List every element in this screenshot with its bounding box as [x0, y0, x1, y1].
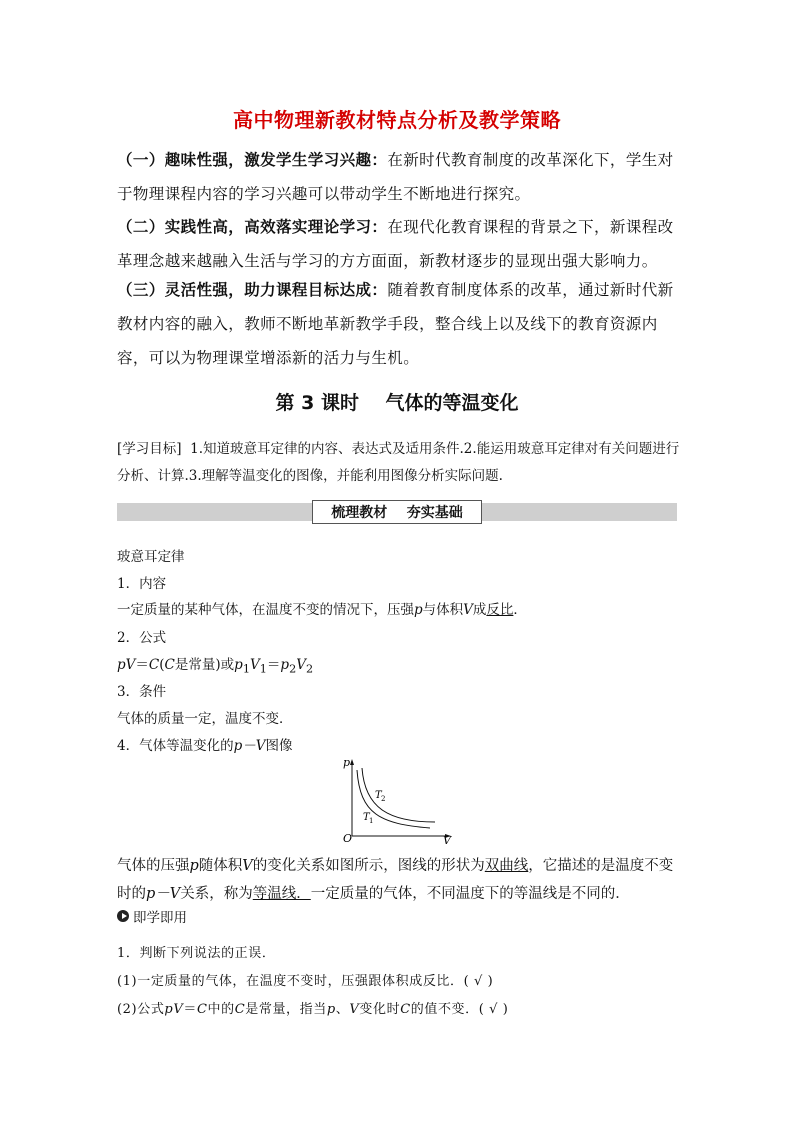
origin-label: O: [343, 832, 353, 845]
question-title: 1．判断下列说法的正误．: [117, 946, 276, 961]
item1-text-c: 成: [472, 602, 487, 618]
q2-f: 是常量，指当: [245, 1002, 327, 1017]
q2-h: 变化时: [359, 1002, 401, 1017]
formula-c2: C: [164, 657, 175, 673]
q2-p: p: [326, 1002, 336, 1017]
isotherm-t2: [362, 768, 435, 822]
curve-t1-sub: 1: [369, 817, 374, 825]
practice-heading-text: 即学即用: [133, 910, 187, 926]
desc-v: V: [242, 858, 253, 874]
learning-goals: [117, 436, 680, 490]
formula-paren: (: [159, 657, 165, 673]
formula-eq2: ＝: [266, 657, 281, 673]
desc-c: 的变化关系如图所示，图线的形状为: [252, 858, 485, 874]
desc-pv: p－V: [146, 886, 181, 902]
lesson-title: 第 3 课时 气体的等温变化: [275, 392, 519, 414]
var-V: V: [463, 602, 473, 618]
section-banner: 梳理教材 夯实基础: [312, 500, 482, 524]
law-name: 玻意耳定律: [117, 549, 185, 565]
q2-b: ＝: [183, 1002, 197, 1017]
play-circle-icon: [117, 910, 129, 922]
item3-title: 3．条件: [117, 684, 167, 700]
sub-1b: 1: [259, 662, 267, 676]
var-p: p: [414, 602, 423, 618]
item4-pv: p－V: [233, 738, 266, 754]
q2-v: V: [349, 1002, 360, 1017]
desc-e: 关系，称为: [180, 886, 253, 902]
formula-v2: V: [296, 657, 306, 673]
item1-end: ．: [513, 602, 527, 618]
sub-1a: 1: [242, 662, 250, 676]
sub-2a: 2: [289, 662, 297, 676]
curve-t2-label: T: [375, 790, 382, 801]
q2-a: (2)公式: [117, 1002, 165, 1017]
formula-p1: p: [234, 657, 243, 673]
axis-v-label: V: [443, 834, 451, 846]
item3-text: 气体的质量一定，温度不变．: [117, 711, 293, 727]
question-1: (1)一定质量的气体，在温度不变时，压强跟体积成反比．( √ ): [117, 974, 494, 989]
formula-eq: ＝: [135, 657, 149, 673]
q2-pv: pV: [164, 1002, 184, 1017]
intro-text-2: 在现代化教育课程的背景之下，新课程改革理念越来越融入生活与学习的方方面面，新教材逐步的显现出强大影响力。: [117, 218, 674, 270]
isotherm-graph: [335, 754, 460, 846]
formula-c: C: [148, 657, 160, 673]
item2-title: 2．公式: [117, 630, 167, 646]
item1-title: 1．内容: [117, 576, 167, 592]
curve-t2-sub: 2: [381, 795, 386, 803]
q2-c: C: [196, 1002, 208, 1017]
q2-e: C: [234, 1002, 246, 1017]
question-2: [117, 998, 508, 1017]
item4-title-a: 4．气体等温变化的: [117, 738, 234, 754]
desc-answer-1: 双曲线: [484, 858, 529, 874]
q2-j: 的值不变．( √ ): [410, 1002, 509, 1017]
practice-heading: [117, 906, 187, 926]
intro-text-1: 在新时代教育制度的改革深化下，学生对于物理课程内容的学习兴趣可以带动学生不断地进行探究。: [117, 151, 674, 203]
formula-v1: V: [249, 657, 260, 673]
intro-paragraph-2: [117, 210, 682, 278]
goals-label: [学习目标]: [117, 441, 182, 457]
desc-answer-2: 等温线．: [252, 886, 311, 902]
intro-text-3: 随着教育制度体系的改革，通过新时代新教材内容的融入，教师不断地革新教学手段，整合线上以及线下的教育资源内容，可以为物理课堂增添新的活力与生机。: [117, 281, 674, 367]
desc-d: ，它描述的是温度不变时的: [117, 858, 674, 902]
item1-text-b: 与体积: [422, 602, 464, 618]
intro-paragraph-1: [117, 143, 682, 211]
item1-answer: 反比: [486, 602, 514, 618]
q2-g: 、: [335, 1002, 350, 1017]
intro-heading-2: （二）实践性高，高效落实理论学习：: [117, 217, 388, 236]
axis-p-label: p: [343, 756, 351, 769]
formula-pv: pV: [117, 657, 136, 673]
curve-t1-label: T: [363, 812, 370, 823]
desc-b: 随体积: [198, 858, 243, 874]
item4-tail: 图像: [265, 738, 293, 754]
q2-d: 中的: [207, 1002, 235, 1017]
intro-heading-1: （一）趣味性强，激发学生学习兴趣：: [117, 150, 388, 169]
desc-a: 气体的压强: [117, 858, 190, 874]
item1-text-a: 一定质量的某种气体，在温度不变的情况下，压强: [117, 602, 414, 618]
item2-formula: [117, 653, 313, 676]
goals-text: 1.知道玻意耳定律的内容、表达式及适用条件.2.能运用玻意耳定律对有关问题进行分析、计算.3.理解等温变化的图像，并能利用图像分析实际问题.: [117, 441, 680, 484]
page-title: 高中物理新教材特点分析及教学策略: [233, 108, 561, 132]
item1-text: [117, 598, 527, 618]
formula-p2: p: [280, 657, 290, 673]
graph-description: [117, 852, 687, 908]
desc-p: p: [189, 858, 199, 874]
item4-title: [117, 734, 293, 754]
intro-heading-3: （三）灵活性强，助力课程目标达成：: [117, 280, 388, 299]
q2-i: C: [400, 1002, 411, 1017]
p-axis-arrow: [350, 759, 354, 765]
sub-2b: 2: [305, 662, 314, 676]
intro-paragraph-3: [117, 273, 682, 375]
formula-text: 是常量)或: [174, 657, 235, 673]
desc-f: 一定质量的气体，不同温度下的等温线是不同的．: [310, 886, 630, 902]
